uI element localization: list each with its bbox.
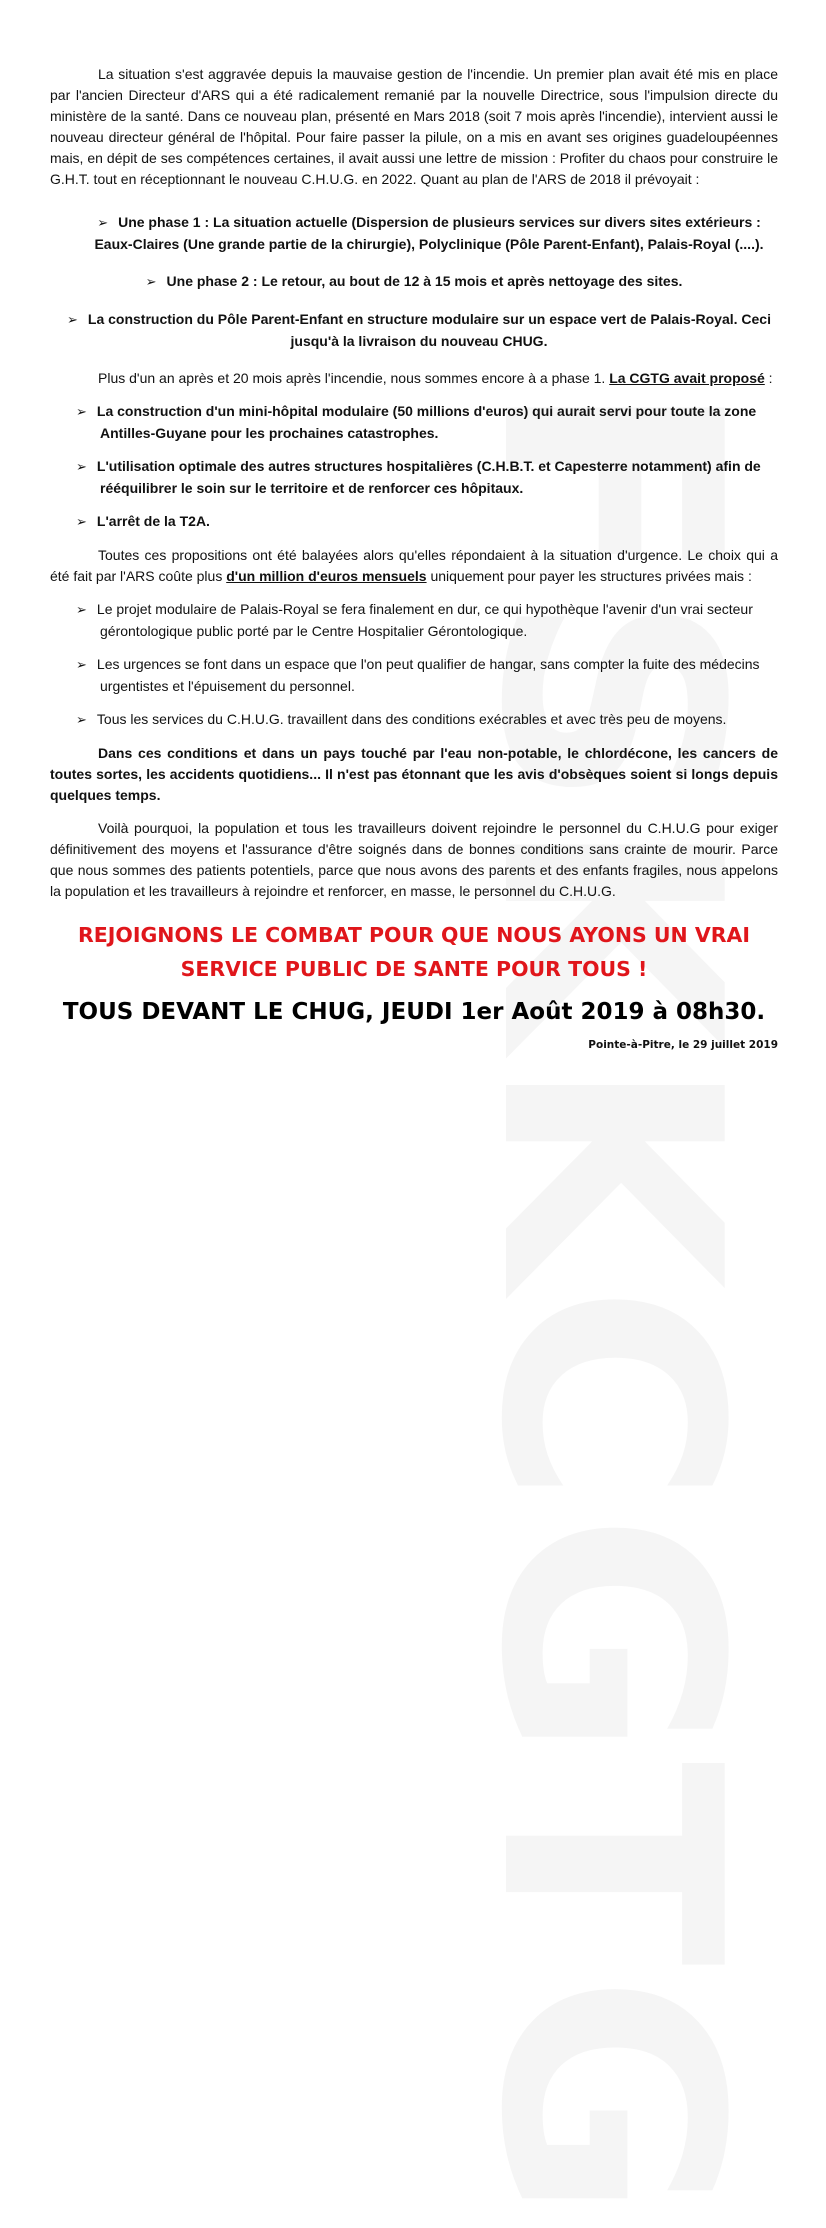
arrow-bullet-icon: ➢ xyxy=(76,405,87,420)
list-item: ➢ L'utilisation optimale des autres structures hospitalières (C.H.B.T. et Capesterre notamment) afin de rééquilibrer le soin sur le territoire et de renforcer ces hôpitaux. xyxy=(76,458,761,496)
arrow-bullet-icon: ➢ xyxy=(76,515,87,530)
proposals-list xyxy=(50,401,778,533)
arrow-bullet-icon: ➢ xyxy=(145,275,157,290)
list-item: ➢ Tous les services du C.H.U.G. travaillent dans des conditions exécrables et avec très peu de moyens. xyxy=(76,711,727,728)
call-paragraph: Voilà pourquoi, la population et tous les travailleurs doivent rejoindre le personnel du C.H.U.G pour exiger définitivement des moyens et l'assurance d'être soignés dans de bonnes conditions sans crainte de mourir. Parce que nous sommes des patients potentiels, parce que nous avons des parents et des enfants fragiles, nous appelons la population et les travailleurs à rejoindre et renforcer, en masse, le personnel du C.H.U.G. xyxy=(50,820,778,899)
list-item: ➢ La construction d'un mini-hôpital modulaire (50 millions d'euros) qui aurait servi pour toute la zone Antilles-Guyane pour les prochaines catastrophes. xyxy=(76,403,757,441)
list-item: ➢ La construction du Pôle Parent-Enfant en structure modulaire sur un espace vert de Palais-Royal. Ceci jusqu'à la livraison du nouveau CHUG. xyxy=(67,311,771,349)
toutes-paragraph: Toutes ces propositions ont été balayées alors qu'elles répondaient à la situation d'urgence. Le choix qui a été fait par l'ARS coûte plus d'un million d'euros mensuels uniquement pour payer les structures privées mais : xyxy=(50,547,778,584)
arrow-bullet-icon: ➢ xyxy=(67,313,78,328)
slogan-line: REJOIGNONS LE COMBAT POUR QUE NOUS AYONS UN VRAI xyxy=(78,923,750,947)
plan-list xyxy=(50,212,778,352)
cgtg-proposal-heading: La CGTG avait proposé xyxy=(609,370,765,386)
arrow-bullet-icon: ➢ xyxy=(76,603,87,618)
arrow-bullet-icon: ➢ xyxy=(76,713,87,728)
list-item: ➢ Une phase 1 : La situation actuelle (Dispersion de plusieurs services sur divers sites extérieurs : Eaux-Claires (Une grande partie de la chirurgie), Polyclinique (Pôle Parent-Enfant), Palais-Royal (....). xyxy=(94,214,764,252)
place-date: Pointe-à-Pitre, le 29 juillet 2019 xyxy=(588,1039,778,1051)
intro-paragraph: La situation s'est aggravée depuis la mauvaise gestion de l'incendie. Un premier plan avait été mis en place par l'ancien Directeur d'ARS qui a été radicalement remanié par la nouvelle Directrice, sous l'impulsion directe du ministère de la santé. Dans ce nouveau plan, présenté en Mars 2018 (soit 7 mois après l'incendie), intervient aussi le nouveau directeur général de l'hôpital. Pour faire passer la pilule, on a mis en avant ses origines guadeloupéennes mais, en dépit de ses compétences certaines, il avait aussi une lettre de mission : Profiter du chaos pour construire le G.H.T. tout en réceptionnant le nouveau C.H.U.G. en 2022. Quant au plan de l'ARS de 2018 il prévoyait : xyxy=(50,66,778,187)
list-item: ➢ Une phase 2 : Le retour, au bout de 12 à 15 mois et après nettoyage des sites. xyxy=(145,273,683,290)
arrow-bullet-icon: ➢ xyxy=(97,216,109,231)
rally-announcement: TOUS DEVANT LE CHUG, JEUDI 1er Août 2019 à 08h30. xyxy=(62,999,766,1025)
arrow-bullet-icon: ➢ xyxy=(76,460,87,475)
list-item: ➢ Le projet modulaire de Palais-Royal se fera finalement en dur, ce qui hypothèque l'avenir d'un vrai secteur gérontologique public porté par le Centre Hospitalier Gérontologique. xyxy=(76,601,753,639)
consequences-list xyxy=(50,599,778,731)
list-item: ➢ Les urgences se font dans un espace que l'on peut qualifier de hangar, sans compter la fuite des médecins urgentistes et l'épuisement du personnel. xyxy=(76,656,760,694)
arrow-bullet-icon: ➢ xyxy=(76,658,87,673)
list-item: ➢ L'arrêt de la T2A. xyxy=(76,513,210,530)
conditions-paragraph: Dans ces conditions et dans un pays touché par l'eau non-potable, le chlordécone, les cancers de toutes sortes, les accidents quotidiens... Il n'est pas étonnant que les avis d'obsèques soient si longs depuis quelques temps. xyxy=(50,745,778,803)
slogan-line: SERVICE PUBLIC DE SANTE POUR TOUS ! xyxy=(180,957,648,981)
slogan xyxy=(50,918,778,986)
document-page xyxy=(50,64,778,1056)
cgtg-intro-paragraph: Plus d'un an après et 20 mois après l'incendie, nous sommes encore à a phase 1. La CGTG avait proposé : xyxy=(98,370,773,386)
cost-highlight: d'un million d'euros mensuels xyxy=(226,568,427,584)
